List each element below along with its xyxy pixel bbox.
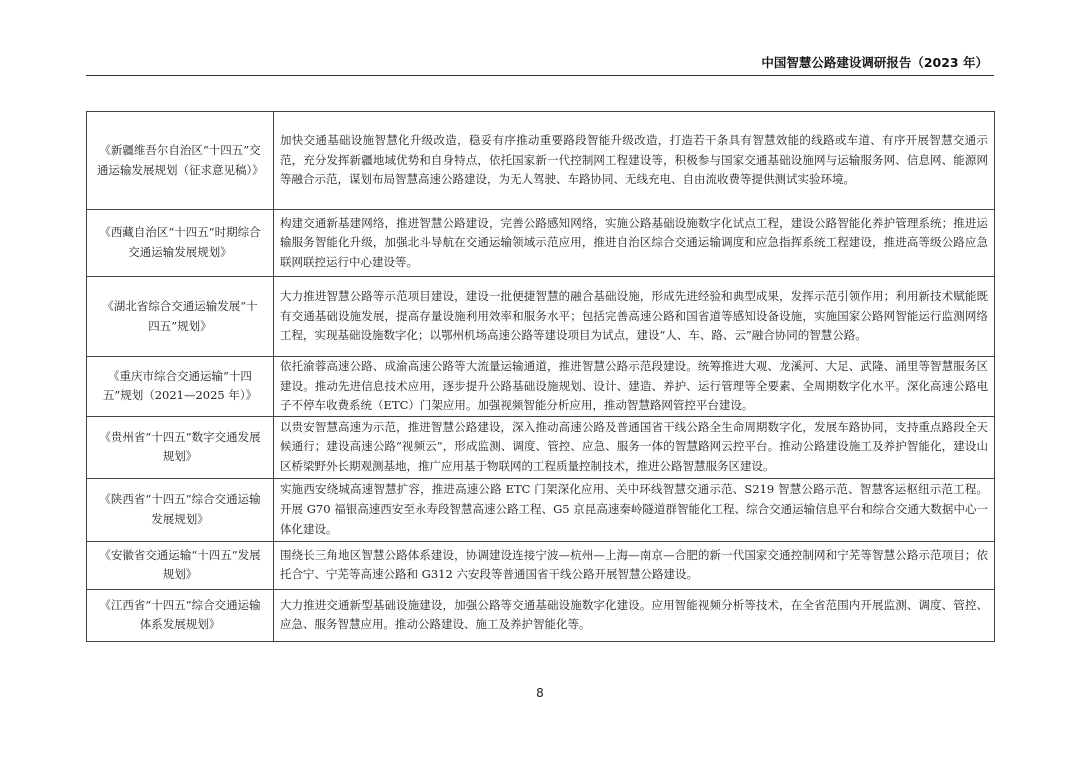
plan-description-cell: 实施西安绕城高速智慧扩容，推进高速公路 ETC 门架深化应用、关中环线智慧交通示范、S219 智慧公路示范、智慧客运枢纽示范工程。开展 G70 福银高速西安至永寿段智慧高速公路工程、G5 京昆高速秦岭隧道群智能化工程、综合交通运输信息平台和综合交通大数据中心一体化建设。 xyxy=(274,478,995,541)
plan-description-cell: 构建交通新基建网络，推进智慧公路建设，完善公路感知网络，实施公路基础设施数字化试点工程，建设公路智能化养护管理系统；推进运输服务智能化升级，加强北斗导航在交通运输领域示范应用，推进自治区综合交通运输调度和应急指挥系统工程建设，推进高等级公路应急联网联控运行中心建设等。 xyxy=(274,210,995,277)
plan-name-cell: 《重庆市综合交通运输“十四五”规划（2021—2025 年）》 xyxy=(87,357,274,417)
header-rule xyxy=(86,75,994,76)
plan-description-cell: 以贵安智慧高速为示范，推进智慧公路建设，深入推动高速公路及普通国省干线公路全生命周期数字化，发展车路协同，支持重点路段全天候通行；建设高速公路“视频云”，形成监测、调度、管控、应急、服务一体的智慧路网云控平台。推动公路建设施工及养护智能化，建设山区桥梁野外长期观测基地，推广应用基于物联网的工程质量控制技术，推进公路智慧服务区建设。 xyxy=(274,416,995,478)
plan-name-cell: 《贵州省“十四五”数字交通发展规划》 xyxy=(87,416,274,478)
table-row xyxy=(87,112,995,210)
plan-description-cell: 大力推进交通新型基础设施建设，加强公路等交通基础设施数字化建设。应用智能视频分析等技术，在全省范围内开展监测、调度、管控、应急、服务智慧应用。推动公路建设、施工及养护智能化等。 xyxy=(274,589,995,641)
policy-table xyxy=(86,111,995,642)
plan-description-cell: 加快交通基础设施智慧化升级改造，稳妥有序推动重要路段智能升级改造，打造若干条具有智慧效能的线路或车道、有序开展智慧交通示范，充分发挥新疆地域优势和自身特点，依托国家新一代控制网工程建设等，积极参与国家交通基础设施网与运输服务网、信息网、能源网等融合示范，谋划布局智慧高速公路建设，为无人驾驶、车路协同、无线充电、自由流收费等提供测试实验环境。 xyxy=(274,112,995,210)
plan-name-cell: 《安徽省交通运输“十四五”发展规划》 xyxy=(87,541,274,589)
table-row xyxy=(87,416,995,478)
plan-name-cell: 《新疆维吾尔自治区“十四五”交通运输发展规划（征求意见稿）》 xyxy=(87,112,274,210)
plan-description-cell: 大力推进智慧公路等示范项目建设，建设一批便捷智慧的融合基础设施，形成先进经验和典型成果，发挥示范引领作用；利用新技术赋能既有交通基础设施发展，提高存量设施利用效率和服务水平；包括完善高速公路和国省道等感知设备设施，实施国家公路网智能运行监测网络工程，实现基础设施数字化；以鄂州机场高速公路等建设项目为试点，建设“人、车、路、云”融合协同的智慧公路。 xyxy=(274,277,995,357)
page-number: 8 xyxy=(536,686,544,700)
plan-description-cell: 依托渝蓉高速公路、成渝高速公路等大流量运输通道，推进智慧公路示范段建设。统筹推进大观、龙溪河、大足、武隆、涌里等智慧服务区建设。推动先进信息技术应用，逐步提升公路基础设施规划、设计、建造、养护、运行管理等全要素、全周期数字化水平。深化高速公路电子不停车收费系统（ETC）门架应用。加强视频智能分析应用，推动智慧路网管控平台建设。 xyxy=(274,357,995,417)
table-row xyxy=(87,541,995,589)
report-header-title: 中国智慧公路建设调研报告（2023 年） xyxy=(761,55,988,70)
plan-name-cell: 《湖北省综合交通运输发展“十四五”规划》 xyxy=(87,277,274,357)
plan-name-cell: 《西藏自治区“十四五”时期综合交通运输发展规划》 xyxy=(87,210,274,277)
table-row xyxy=(87,277,995,357)
table-row xyxy=(87,210,995,277)
plan-name-cell: 《江西省“十四五”综合交通运输体系发展规划》 xyxy=(87,589,274,641)
plan-description-cell: 围绕长三角地区智慧公路体系建设，协调建设连接宁波—杭州—上海—南京—合肥的新一代国家交通控制网和宁芜等智慧公路示范项目；依托合宁、宁芜等高速公路和 G312 六安段等普通国省干线公路开展智慧公路建设。 xyxy=(274,541,995,589)
table-row xyxy=(87,589,995,641)
plan-name-cell: 《陕西省“十四五”综合交通运输发展规划》 xyxy=(87,478,274,541)
table-row xyxy=(87,478,995,541)
table-row xyxy=(87,357,995,417)
